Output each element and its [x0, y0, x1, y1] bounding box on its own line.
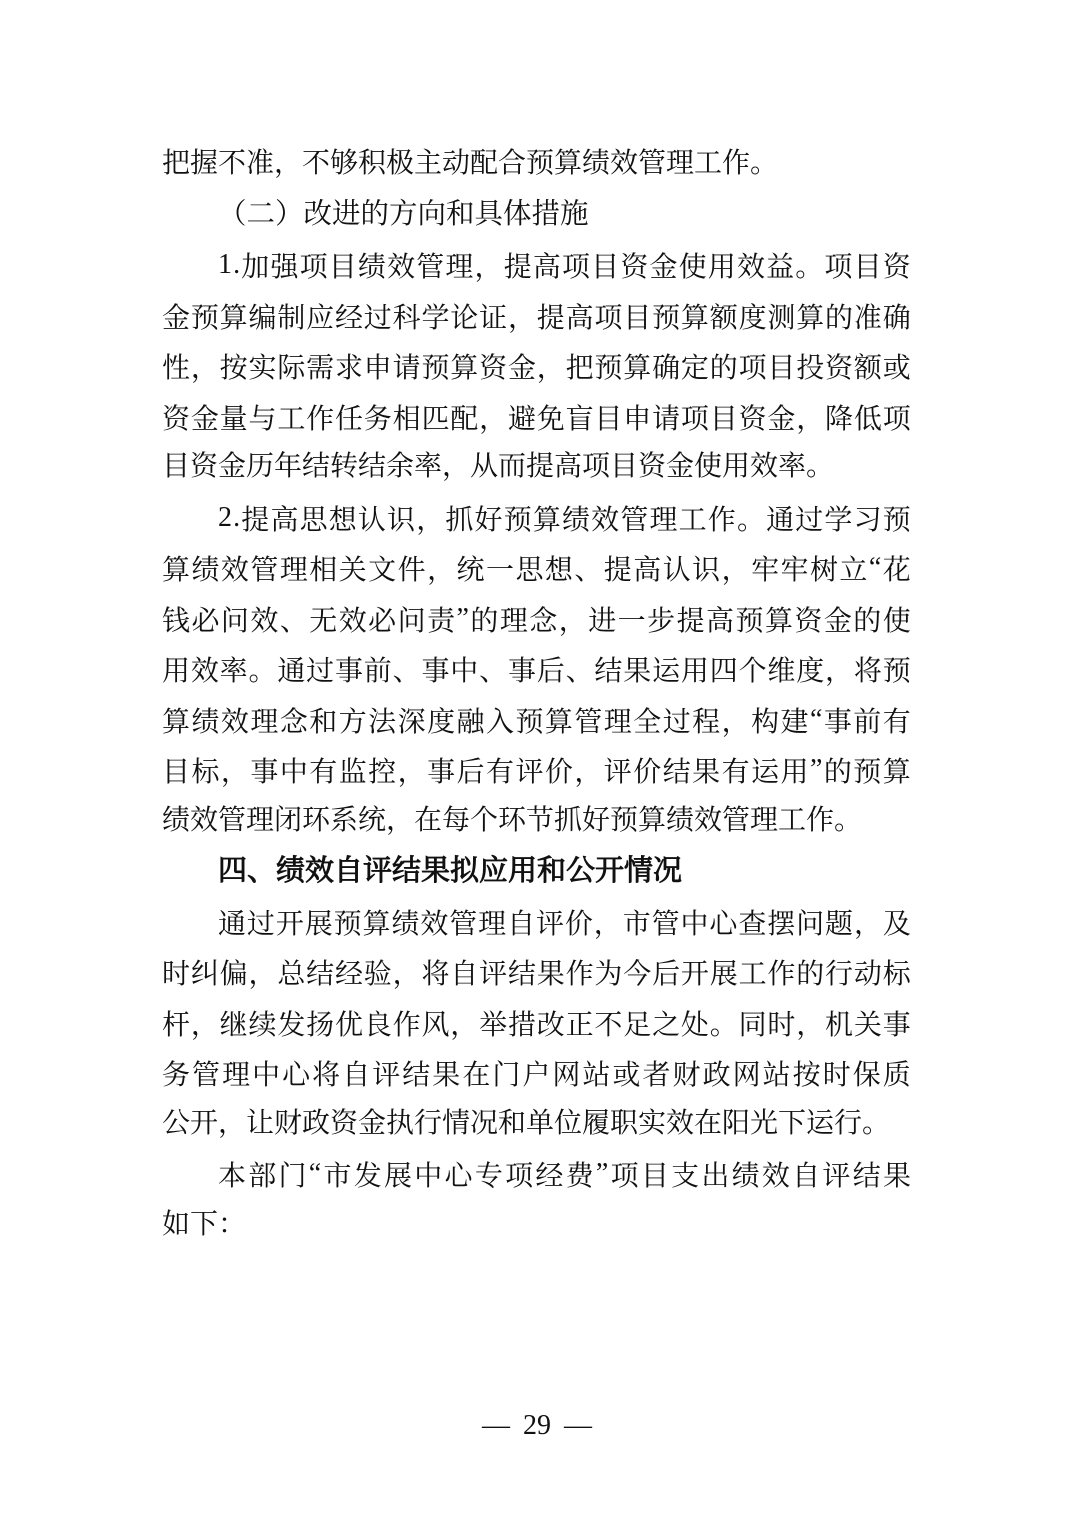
paragraph — [162, 897, 911, 1150]
page-number: — 29 — — [482, 1410, 592, 1441]
kaiti-heading — [162, 190, 911, 241]
text-line: 目 标 ， 事 中 有 监 控 ， 事 后 有 评 价 ， 评 价 结 果 有 运 用 ” 的 预 算 — [162, 754, 911, 789]
text-line: （二）改进的方向和具体措施 — [218, 198, 589, 230]
text-line: 杆 ， 继 续 发 扬 优 良 作 风 ， 举 措 改 正 不 足 之 处 。 同 时 ， 机 关 事 — [162, 1009, 911, 1041]
text-line: 绩效管理闭环系统，在每个环节抓好预算绩效管理工作。 — [162, 804, 863, 836]
paragraph — [162, 493, 911, 847]
paragraph — [162, 139, 911, 190]
text-line: 本 部 门 “ 市 发 展 中 心 专 项 经 费 ” 项 目 支 出 绩 效 自 评 结 果 — [218, 1158, 911, 1193]
text-line: 目资金历年结转结余率，从而提高项目资金使用效率。 — [162, 451, 835, 482]
text-line: 公开，让财政资金执行情况和单位履职实效在阳光下运行。 — [162, 1107, 891, 1139]
paragraph — [162, 1149, 911, 1250]
page-footer — [0, 1408, 1074, 1444]
heiti-heading — [162, 846, 911, 897]
text-line: 算 绩 效 管 理 相 关 文 件 ， 统 一 思 想 、 提 高 认 识 ， 牢 牢 树 立 “ 花 — [162, 552, 911, 587]
text-line: 2 . 提 高 思 想 认 识 ， 抓 好 预 算 绩 效 管 理 工 作 。 通 过 学 习 预 — [218, 501, 911, 536]
text-line: 算 绩 效 理 念 和 方 法 深 度 融 入 预 算 管 理 全 过 程 ， 构 建 “ 事 前 有 — [162, 703, 911, 738]
text-line: 资 金 量 与 工 作 任 务 相 匹 配 ， 避 免 盲 目 申 请 项 目 资 金 ， 降 低 项 — [162, 403, 911, 435]
text-line: 如下： — [162, 1208, 247, 1240]
text-line: 把握不准，不够积极主动配合预算绩效管理工作。 — [162, 148, 779, 179]
text-line: 四、绩效自评结果拟应用和公开情况 — [218, 855, 683, 887]
text-line: 1 . 加 强 项 目 绩 效 管 理 ， 提 高 项 目 资 金 使 用 效 益 。 项 目 资 — [218, 249, 911, 284]
paragraph — [162, 240, 911, 493]
text-line: 时 纠 偏 ， 总 结 经 验 ， 将 自 评 结 果 作 为 今 后 开 展 工 作 的 行 动 标 — [162, 959, 911, 991]
text-line: 金 预 算 编 制 应 经 过 科 学 论 证 ， 提 高 项 目 预 算 额 度 测 算 的 准 确 — [162, 302, 911, 334]
text-line: 用 效 率 。 通 过 事 前 、 事 中 、 事 后 、 结 果 运 用 四 个 维 度 ， 将 预 — [162, 656, 911, 688]
text-body — [162, 139, 911, 1250]
text-line: 通 过 开 展 预 算 绩 效 管 理 自 评 价 ， 市 管 中 心 查 摆 问 题 ， 及 — [218, 908, 911, 940]
text-line: 务 管 理 中 心 将 自 评 结 果 在 门 户 网 站 或 者 财 政 网 站 按 时 保 质 — [162, 1060, 911, 1092]
text-line: 钱 必 问 效 、 无 效 必 问 责 ” 的 理 念 ， 进 一 步 提 高 预 算 资 金 的 使 — [162, 602, 911, 637]
text-line: 性 ， 按 实 际 需 求 申 请 预 算 资 金 ， 把 预 算 确 定 的 项 目 投 资 额 或 — [162, 353, 911, 385]
